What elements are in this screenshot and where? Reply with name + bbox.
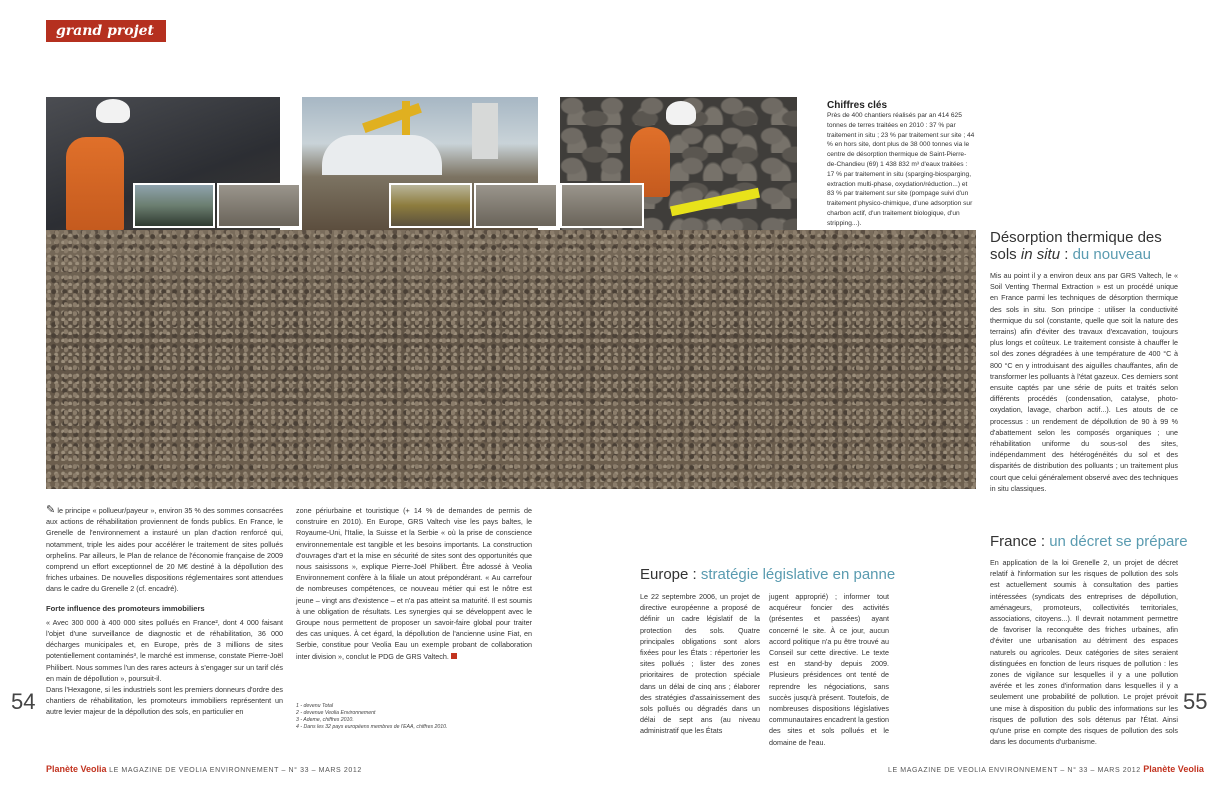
europe-col1: Le 22 septembre 2006, un projet de directive européenne a proposé de définir un cadre législatif de la protection des sols. Quatre principales obligations sont alors fixées pour les États : répertorier les sites pollués ; lister des zones prioritaires de protection spéciale dans un délai de cinq ans ; élaborer des stratégies d'assainissement des sols pollués ou dégradés dans un délai de sept ans (au niveau administratif que les États	[640, 592, 760, 736]
thumbnail-photo	[389, 183, 472, 228]
key-facts-box	[827, 100, 975, 229]
footnotes	[296, 703, 532, 731]
france-headline	[990, 533, 1190, 550]
footnote: 3 - Ademe, chiffres 2010.	[296, 717, 354, 723]
france-body: En application de la loi Grenelle 2, un projet de décret relatif à l'information sur les risques de pollution des sols est actuellement soumis à consultation des parties intéressées (syndicats des entreprises de dépollution, aménageurs, promoteurs, collectivités territoriales, associations, citoyens...). Il devrait notamment permettre de favoriser la reconquête des friches urbaines, afin d'éviter une urbanisation au détriment des espaces naturels ou agricoles. Deux catégories de sites seraient distinguées en fonction de leurs risques de pollution : les zones de vigilance sur lesquelles il y a une pollution avérée et les zones d'information dans lesquelles il y a seulement une probabilité de pollution. Le projet prévoit une mise à disposition du public des informations sur les risques de pollution des sols détenus par l'État. Ainsi qu'une prise en compte des risques de pollution des sols dans les documents d'urbanisme.	[990, 558, 1178, 747]
headline-separator: :	[688, 566, 701, 583]
headline-main: Désorption thermique des sols	[990, 229, 1162, 263]
page-number-right: 55	[1183, 689, 1208, 714]
footer-right	[888, 764, 1204, 774]
footnote: 2 - devenue Veolia Environnement	[296, 710, 376, 716]
footer-left	[46, 764, 362, 774]
headline-accent: du nouveau	[1072, 246, 1151, 263]
end-square-icon	[451, 653, 457, 659]
footnote: 4 - Dans les 32 pays européens membres de l'EAA, chiffres 2010.	[296, 724, 448, 730]
europe-col2: jugent approprié) ; informer tout acquéreur foncier des activités (présentes et passées) ayant concerné le site. À ce jour, aucun accord politique n'a pu être trouvé au Conseil sur cette directive. Le texte est en stand-by depuis 2009. Plusieurs présidences ont tenté de reprendre les négociations, sans succès jusqu'à présent. Toutefois, de nombreuses dispositions législatives communautaires encadrent la gestion des sites et sols pollués et le domaine de l'eau.	[769, 592, 889, 747]
headline-italic: in situ	[1020, 246, 1061, 263]
pen-icon: ✎	[46, 504, 56, 516]
thumbnail-photo	[133, 183, 215, 228]
desorption-body: Mis au point il y a environ deux ans par GRS Valtech, le « Soil Venting Thermal Extraction » est un procédé unique en France parmi les techniques de désorption thermique des sols in situ. Son principe : utiliser la conductivité thermique du sol (constante, quelle que soit la nature des terrains) afin d'éviter des travaux d'excavation, toujours plus longs et coûteux. Le traitement consiste à chauffer le sol des zones dégradées à une température de 400 °C à 800 °C en y introduisant des aiguilles chauffantes, afin de transformer les polluants à l'état gazeux. Ces derniers sont ensuite captés par une série de puits et traités selon différents procédés (condensation, catalyse, photo-oxydation, lavage, charbon actif...). Les atouts de ce processus : un rendement de dépollution de 90 à 99 % d'abattement selon les composés organiques ; une réhabilitation uniforme du sous-sol des sites, indépendamment des hétérogénéités du sol et des disparités de distribution des polluants ; un traitement plus court que celui généralement observé avec des techniques in situ classiques.	[990, 271, 1178, 493]
key-facts-text: Près de 400 chantiers réalisés par an 414 625 tonnes de terres traitées en 2010 : 37 % par traitement in situ ; 23 % par traitement sur site ; 44 % en hors site, dont plus de 38 000 tonnes via le centre de désorption thermique de Saint-Pierre-de-Chandieu (69) 1 438 832 m³ d'eaux traitées : 17 % par traitement in situ (sparging-biosparging, extraction multi-phase, oxydation/réduction...) et 83 % par traitement sur site (pompage suivi d'un traitement physico-chimique, d'une adsorption sur charbon actif, d'un traitement biologique, d'un stripping...).	[827, 112, 975, 227]
thumbnail-photo	[217, 183, 301, 228]
footer-brand: Planète Veolia	[46, 764, 107, 774]
footer-issue-text: LE MAGAZINE DE VEOLIA ENVIRONNEMENT – N° 33 – MARS 2012	[888, 767, 1141, 774]
subheading: Forte influence des promoteurs immobiliers	[46, 603, 205, 613]
col1-paragraph-1-text: le principe « pollueur/payeur », environ 35 % des sommes consacrées aux actions de réhabilitation proviennent de fonds publics. En France, le Grenelle de l'environnement a instauré un plan d'action renforcé qui, notamment, triple les aides pour accélérer le traitement de sites pollués orphelins. Par ailleurs, le Plan de relance de l'économie française de 2009 comprend un effort exceptionnel de 20 M€ destiné à la dépollution des friches urbaines. De nouvelles dispositions réglementaires sont attendues dans le cadre du Grenelle 2 (cf. encadré).	[46, 506, 283, 594]
thumbnail-photo	[560, 183, 644, 228]
main-article-col2	[296, 505, 532, 662]
headline-accent: un décret se prépare	[1049, 533, 1188, 550]
desorption-headline	[990, 229, 1178, 263]
footnote: 1 - devenu Total	[296, 703, 334, 709]
col2-paragraph-text: zone périurbaine et touristique (+ 14 % de demandes de permis de construire en 2010). En Europe, GRS Valtech vise les pays baltes, le Royaume-Uni, l'Italie, la Suisse et la Serbie « où la prise de conscience environnementale est tangible et les besoins importants. La construction d'ouvrages d'art et la mise en sécurité de sites sont des opportunités que nous saisissons », explique Pierre-Joël Philibert. Être adossé à Veolia Environnement confère à la filiale un atout prépondérant. « Au carrefour de nombreuses compétences, ce nouveau métier qui est le nôtre est jeune – vingt ans d'existence – et n'a pas atteint sa maturité. Il est soumis à une obligation de résultats. Les synergies qui se développent avec le Groupe nous permettent de proposer un savoir-faire global pour traiter des cas uniques. À cet égard, la dépollution de l'ancienne usine Fiat, en Serbie, constitue pour Veolia Eau un exemple probant de collaboration inter division », conclut le PDG de GRS Valtech.	[296, 506, 532, 661]
section-tag: grand projet	[46, 20, 166, 42]
footer-issue-text: LE MAGAZINE DE VEOLIA ENVIRONNEMENT – N° 33 – MARS 2012	[109, 767, 362, 774]
headline-main: France	[990, 533, 1037, 550]
key-facts-title: Chiffres clés	[827, 100, 888, 111]
desorption-article	[990, 229, 1178, 494]
col1-paragraph-2: « Avec 300 000 à 400 000 sites pollués en France², dont 4 000 faisant l'objet d'une surveillance de diagnostic et de réhabilitation, 36 000 décharges municipales et, en Europe, près de 3 millions de sites potentiellement contaminés³, le marché est immense, constate Pierre-Joël Philibert. Nous sommes l'un des rares acteurs à s'engager sur un tarif clés en main de dépollution », poursuit-il.	[46, 617, 283, 683]
headline-separator: :	[1060, 246, 1073, 263]
col1-paragraph-1	[46, 505, 283, 595]
headline-accent: stratégie législative en panne	[700, 566, 896, 583]
col1-paragraph-3: Dans l'Hexagone, si les industriels sont les premiers donneurs d'ordre des chantiers de réhabilitation, les promoteurs immobiliers représentent un autre levier majeur de la dépollution des sols, en particulier en	[46, 685, 283, 717]
main-article-col1	[46, 505, 283, 718]
page-number-left: 54	[11, 689, 36, 714]
thumbnail-photo	[474, 183, 558, 228]
headline-separator: :	[1036, 533, 1050, 550]
gravel-photo	[46, 230, 976, 489]
europe-headline	[640, 566, 940, 583]
col2-paragraph	[296, 505, 532, 662]
headline-main: Europe	[640, 566, 689, 583]
footer-brand: Planète Veolia	[1143, 764, 1204, 774]
